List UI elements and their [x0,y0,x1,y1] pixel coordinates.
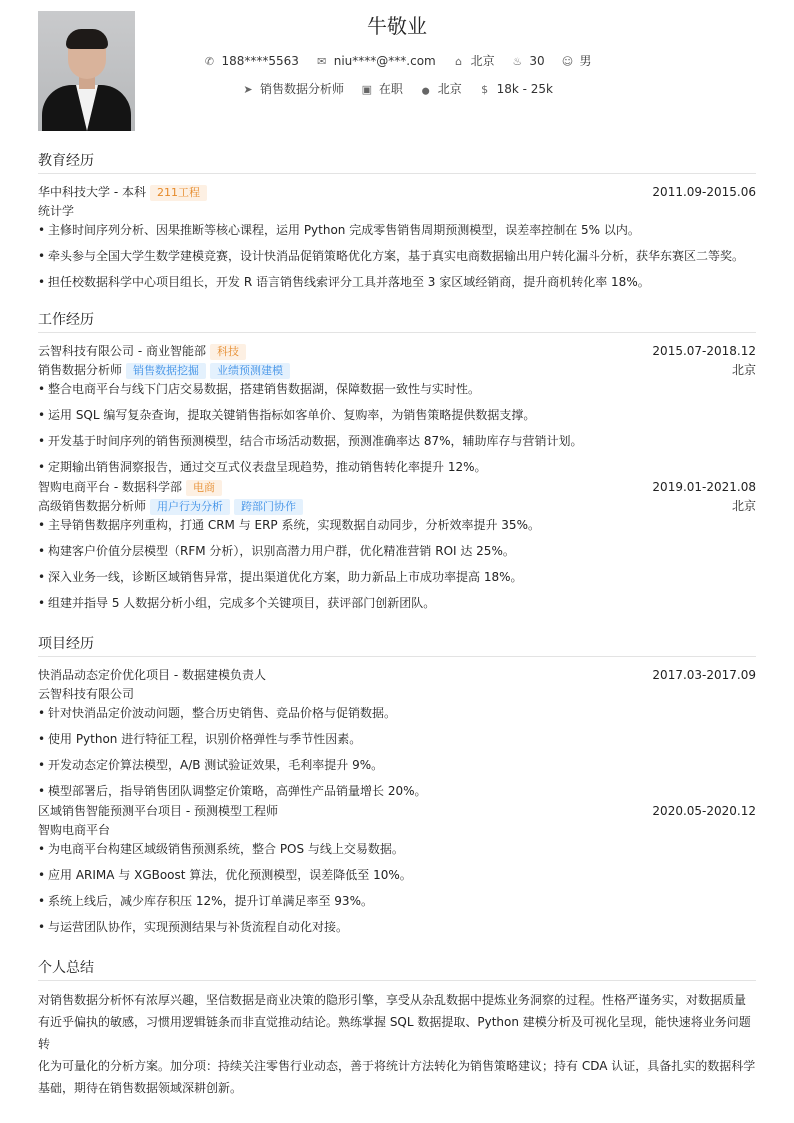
list-item: • 定期输出销售洞察报告，通过交互式仪表盘呈现趋势，推动销售转化率提升 12%。 [38,458,756,476]
list-item: • 深入业务一线，诊断区域销售异常，提出渠道优化方案，助力新品上市成功率提高 18%。 [38,568,756,586]
school-line [38,183,756,201]
work-section [38,309,756,620]
status-item [360,80,403,97]
section-title: 工作经历 [38,309,756,333]
job-header [38,478,756,496]
list-item: • 担任校数据科学中心项目组长，开发 R 语言销售线索评分工具并落地至 3 家区域经销商，提升商机转化率 18%。 [38,273,756,291]
status-text: 在职 [378,82,403,96]
skill-tag: 用户行为分析 [150,499,230,515]
phone-text: 188****5563 [221,54,299,68]
project-bullets [38,704,756,800]
list-item: • 应用 ARIMA 与 XGBoost 算法，优化预测模型，误差降低至 10%。 [38,866,756,884]
list-item: • 牵头参与全国大学生数学建模竞赛，设计快消品促销策略优化方案，基于真实电商数据输出用户转化漏斗分析，获华东赛区二等奖。 [38,247,756,265]
skill-tag: 业绩预测建模 [210,363,290,379]
send-icon: ➤ [243,83,253,96]
briefcase-icon: ▣ [361,83,373,96]
cake-icon: ♨ [512,55,523,68]
summary-section [38,957,756,1099]
list-item: • 模型部署后，指导销售团队调整定价策略，高弹性产品销量增长 20%。 [38,782,756,800]
school-tag: 211工程 [150,185,207,201]
job-intent-row [38,80,756,97]
project-date: 2017.03-2017.09 [652,668,756,682]
projects-section [38,633,756,944]
education-date: 2011.09-2015.06 [652,185,756,199]
section-title: 个人总结 [38,957,756,981]
contact-info-row [38,52,756,69]
list-item: • 为电商平台构建区域级销售预测系统，整合 POS 与线上交易数据。 [38,840,756,858]
list-item: • 主导销售数据序列重构，打通 CRM 与 ERP 系统，实现数据自动同步，分析效率提升 35%。 [38,516,756,534]
mail-icon: ✉ [317,55,327,68]
project-bullets [38,840,756,936]
major: 统计学 [38,204,75,218]
project-header [38,802,756,820]
list-item: • 整合电商平台与线下门店交易数据，搭建销售数据湖，保障数据一致性与实时性。 [38,380,756,398]
summary-line: 对销售数据分析怀有浓厚兴趣，坚信数据是商业决策的隐形引擎，享受从杂乱数据中提炼业务洞察的过程。性格严谨务实，对数据质量 [38,993,747,1007]
list-item: • 组建并指导 5 人数据分析小组，完成多个关键项目，获评部门创新团队。 [38,594,756,612]
list-item: • 主修时间序列分析、因果推断等核心课程，运用 Python 完成零售销售周期预测模型，误差率控制在 5% 以内。 [38,221,756,239]
section-title: 项目经历 [38,633,756,657]
job-role: 销售数据分析师 [38,363,123,377]
industry-tag: 电商 [186,480,222,496]
summary-text [38,989,756,1099]
list-item: • 构建客户价值分层模型（RFM 分析），识别高潜力用户群，优化精准营销 ROI 达 25%。 [38,542,756,560]
list-item: • 开发动态定价算法模型，A/B 测试验证效果，毛利率提升 9%。 [38,756,756,774]
gender-icon: ☺ [561,55,574,68]
project-org: 云智科技有限公司 [38,687,135,701]
salary-item [478,82,553,96]
job-role: 高级销售数据分析师 [38,499,147,513]
phone-icon: ✆ [204,55,215,68]
project-date: 2020.05-2020.12 [652,804,756,818]
candidate-name: 牛敬业 [367,14,427,38]
job-city: 北京 [731,363,756,377]
industry-tag: 科技 [210,344,246,360]
list-item: • 运用 SQL 编写复杂查询，提取关键销售指标如客单价、复购率，为销售策略提供数据支撑。 [38,406,756,424]
job-header [38,342,756,360]
job-date: 2019.01-2021.08 [652,480,756,494]
job-bullets [38,380,756,476]
home-icon: ⌂ [455,55,463,68]
project-name: 快消品动态定价优化项目 - 数据建模负责人 [38,668,266,682]
education-bullets [38,221,756,291]
company-name: 智购电商平台 - 数据科学部 [38,480,182,494]
education-section [38,150,756,299]
age-item [510,54,544,68]
salary-icon: $ [481,83,489,96]
job-role-line [38,361,756,379]
project-header [38,666,756,684]
gender-item [561,52,592,69]
skill-tag: 销售数据挖掘 [126,363,206,379]
job-date: 2015.07-2018.12 [652,344,756,358]
list-item: • 系统上线后，减少库存积压 12%，提升订单满足率至 93%。 [38,892,756,910]
age-text: 30 [529,54,545,68]
list-item: • 与运营团队协作，实现预测结果与补货流程自动化对接。 [38,918,756,936]
home-item [452,52,495,69]
phone-item [202,54,298,68]
section-title: 教育经历 [38,150,756,174]
job-role-line [38,497,756,515]
target-city-item [419,80,462,97]
gender-text: 男 [579,54,592,68]
list-item: • 开发基于时间序列的销售预测模型，结合市场活动数据，预测准确率达 87%，辅助库存与营销计划。 [38,432,756,450]
skill-tag: 跨部门协作 [234,499,303,515]
job-bullets [38,516,756,612]
target-role-item [241,80,344,97]
list-item: • 针对快消品定价波动问题，整合历史销售、竞品价格与促销数据。 [38,704,756,722]
email-item [315,54,436,68]
salary-text: 18k - 25k [496,82,553,96]
summary-line: 基础，期待在销售数据领域深耕创新。 [38,1081,243,1095]
location-icon: ⬤ [421,87,430,95]
list-item: • 使用 Python 进行特征工程，识别价格弹性与季节性因素。 [38,730,756,748]
project-name: 区域销售智能预测平台项目 - 预测模型工程师 [38,804,278,818]
home-text: 北京 [470,54,495,68]
summary-line: 化为可量化的分析方案。加分项：持续关注零售行业动态，善于将统计方法转化为销售策略建议；持有 CDA 认证，具备扎实的数据科学 [38,1059,756,1073]
summary-line: 有近乎偏执的敏感，习惯用逻辑链条而非直觉推动结论。熟练掌握 SQL 数据提取、Python 建模分析及可视化呈现，能快速将业务问题转 [38,1015,751,1051]
school-name: 华中科技大学 - 本科 [38,185,146,199]
company-name: 云智科技有限公司 - 商业智能部 [38,344,206,358]
project-org: 智购电商平台 [38,823,111,837]
job-city: 北京 [731,499,756,513]
target-city-text: 北京 [437,82,462,96]
email-text: niu****@***.com [333,54,436,68]
target-role-text: 销售数据分析师 [260,82,345,96]
